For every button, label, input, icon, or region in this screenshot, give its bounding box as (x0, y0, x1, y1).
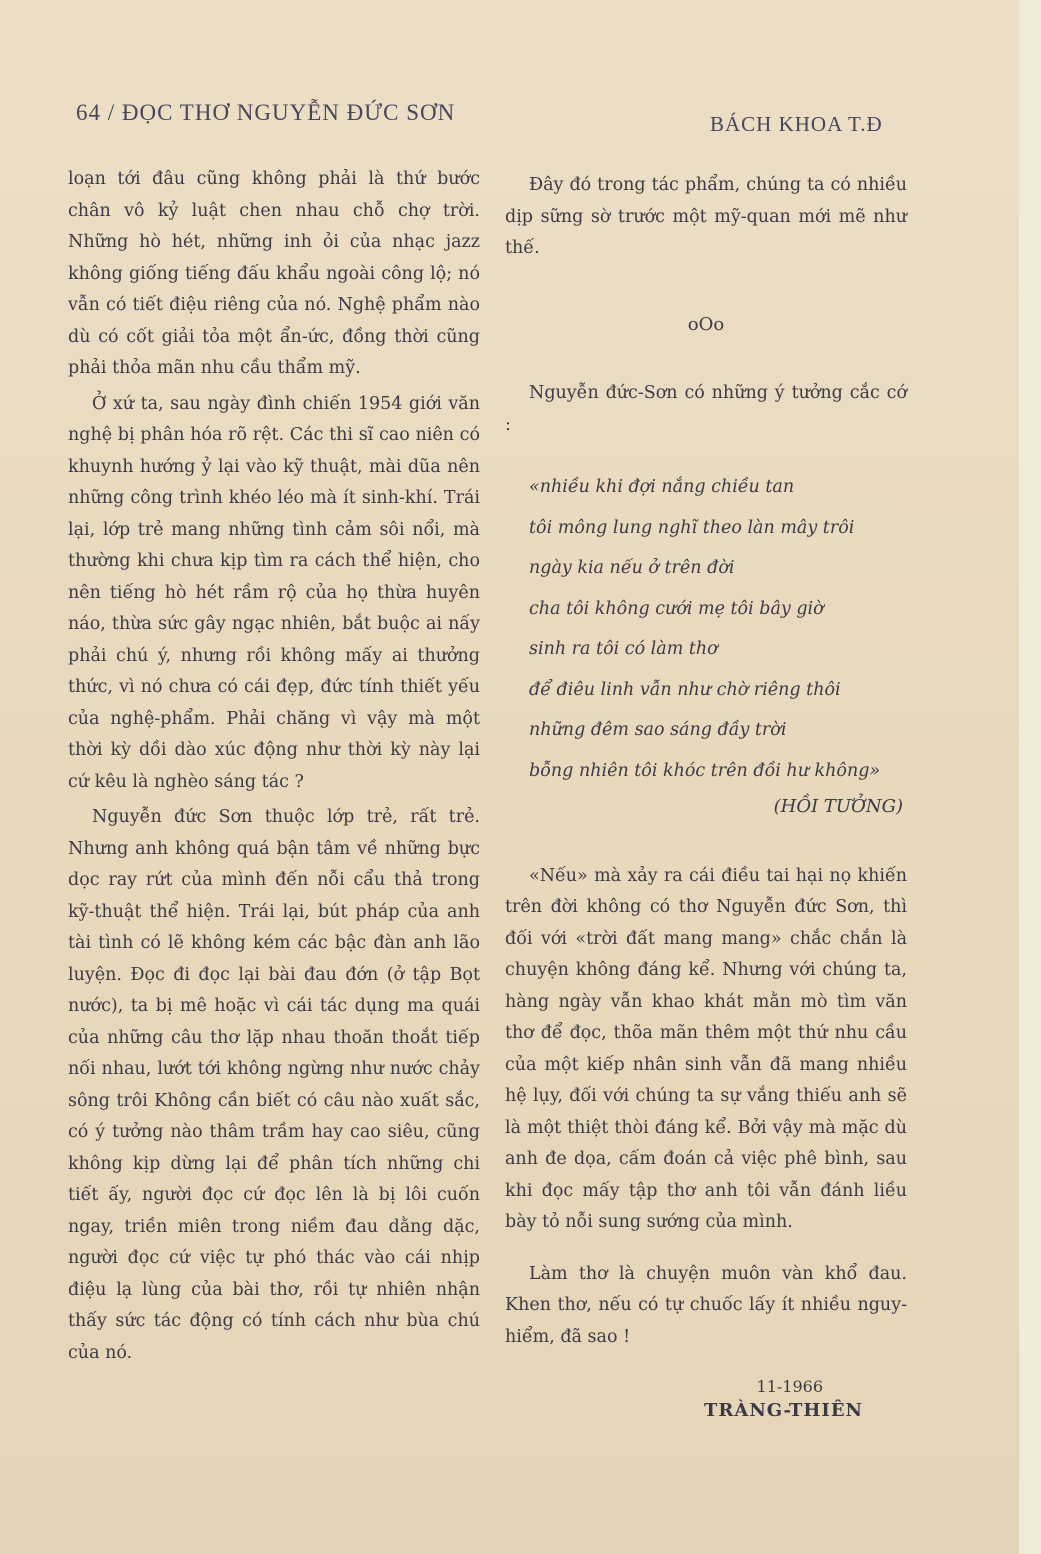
paragraph: Đây đó trong tác phẩm, chúng ta có nhiều dịp sững sờ trước một mỹ-quan mới mẽ như thế. (505, 175, 907, 258)
paragraph: Nguyễn đức-Sơn có những ý tưởng cắc cớ : (505, 383, 907, 435)
left-column (68, 164, 480, 1369)
running-header-magazine: BÁCH KHOA T.Đ (710, 112, 883, 136)
signature-block (505, 1375, 907, 1423)
paragraph: Làm thơ là chuyện muôn vàn khổ đau. Khen thơ, nếu có tự chuốc lấy ít nhiều nguy-hiểm, đã sao ! (505, 1263, 907, 1347)
poem-quote (529, 467, 907, 791)
poem-line: bỗng nhiên tôi khóc trên đồi hư không» (529, 760, 881, 781)
article-date: 11-1966 (756, 1377, 823, 1396)
running-header-title: 64 / ĐỌC THƠ NGUYỄN ĐỨC SƠN (76, 100, 456, 125)
paragraph: Ở xứ ta, sau ngày đình chiến 1954 giới văn nghệ bị phân hóa rõ rệt. Các thi sĩ cao niên có khuynh hướng ỷ lại vào kỹ thuật, mài dũa nên những công trình khéo léo mà ít sinh-khí. Trái lại, lớp trẻ mang những tình cảm sôi nổi, mà thường khi chưa kịp tìm ra cách thể hiện, cho nên tiếng hò hét rầm rộ của họ thừa huyên náo, thừa sức gây ngạc nhiên, bắt buộc ai nấy phải chú ý, nhưng rồi không mấy ai thưởng thức, vì nó chưa có cái đẹp, đức tính thiết yếu của nghệ-phẩm. Phải chăng vì vậy mà một thời kỳ dồi dào xúc động như thời kỳ này lại cứ kêu là nghèo sáng tác ? (68, 393, 480, 792)
author-name: TRÀNG-THIÊN (704, 1400, 863, 1421)
poem-line: «nhiều khi đợi nắng chiều tan (529, 477, 795, 497)
paragraph: «Nếu» mà xảy ra cái điều tai hại nọ khiến trên đời không có thơ Nguyễn đức Sơn, thì đối với «trời đất mang mang» chắc chắn là chuyện không đáng kể. Nhưng với chúng ta, hàng ngày vẫn khao khát mằn mò tìm văn thơ để đọc, thõa mãn thêm một thứ nhu cầu của một kiếp nhân sinh vẫn đã mang nhiều hệ lụy, đối với chúng ta sự vắng thiếu anh sẽ là một thiệt thòi đáng kể. Bởi vậy mà mặc dù anh đe dọa, cấm đoán cả việc phê bình, sau khi đọc mấy tập thơ anh tôi vẫn đánh liều bày tỏ nỗi sung sướng của mình. (505, 865, 907, 1232)
paragraph: Nguyễn đức Sơn thuộc lớp trẻ, rất trẻ. Nhưng anh không quá bận tâm về những bực dọc ray rứt của mình đến nỗi cẩu thả trong kỹ-thuật thể hiện. Trái lại, bút pháp của anh tài tình có lẽ không kém các bậc đàn anh lão luyện. Đọc đi đọc lại bài đau đớn (ở tập Bọt nước), ta bị mê hoặc vì cái tác dụng ma quái của những câu thơ lặp nhau thoăn thoắt tiếp nối nhau, lướt tới không ngừng như nước chảy sông trôi Không cần biết có câu nào xuất sắc, có ý tưởng nào thâm trầm hay cao siêu, cũng không kịp dừng lại để phân tích những chi tiết ấy, người đọc cứ đọc lên là bị lôi cuốn ngay, triền miên trong niềm đau dằng dặc, người đọc cứ việc tự phó thác vào cái nhịp điệu lạ lùng của bài thơ, rồi tự nhiên nhận thấy sức tác động có tính cách như bùa chú của nó. (68, 807, 480, 1363)
poem-source: (HỒI TƯỞNG) (773, 796, 903, 817)
poem-line: tôi mông lung nghĩ theo làn mây trôi (529, 517, 855, 538)
page-edge (1019, 0, 1041, 1554)
poem-line: những đêm sao sáng đầy trời (529, 720, 787, 740)
poem-line: sinh ra tôi có làm thơ (529, 639, 718, 659)
poem-line: để điêu linh vẫn như chờ riêng thôi (529, 679, 841, 700)
poem-line: cha tôi không cưới mẹ tôi bây giờ (529, 598, 824, 619)
poem-line: ngày kia nếu ở trên đời (529, 558, 735, 578)
paragraph: loạn tới đâu cũng không phải là thứ bước chân vô kỷ luật chen nhau chỗ chợ trời. Những hò hét, những inh ỏi của nhạc jazz không giống tiếng đấu khẩu ngoài công lộ; nó vẫn có tiết điệu riêng của nó. Nghệ phẩm nào dù có cốt giải tỏa một ẩn-ức, đồng thời cũng phải thỏa mãn nhu cầu thẩm mỹ. (68, 169, 480, 378)
section-separator: oOo (687, 313, 725, 335)
right-column (505, 170, 907, 1423)
